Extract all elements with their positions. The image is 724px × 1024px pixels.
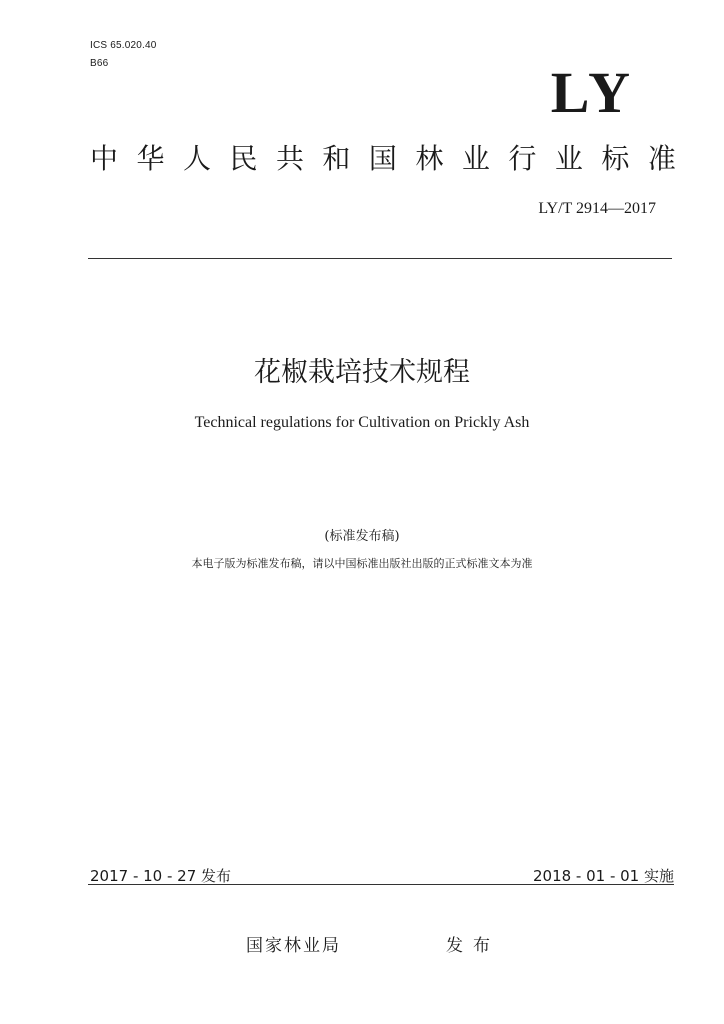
standard-number: LY/T 2914—2017 xyxy=(538,200,656,217)
ccs-code: B66 xyxy=(90,58,109,69)
title-english: Technical regulations for Cultivation on Prickly Ash xyxy=(194,414,530,431)
standard-type-char: 业 xyxy=(461,142,490,175)
header-divider xyxy=(88,258,672,259)
implementation-date: 2018 - 01 - 01 实施 xyxy=(532,867,674,885)
standard-type-char: 共 xyxy=(275,142,304,175)
standard-type-char: 标 xyxy=(601,142,630,175)
standard-type-char: 中 xyxy=(90,142,119,175)
standard-type-char: 业 xyxy=(554,142,583,175)
standard-type-heading xyxy=(90,142,676,176)
footer-divider xyxy=(88,884,674,885)
standard-type-char: 行 xyxy=(508,142,537,175)
standard-type-char: 民 xyxy=(229,142,258,175)
issuer: 国家林业局 xyxy=(246,936,341,956)
issue-date: 2017 - 10 - 27 发布 xyxy=(90,867,232,885)
ly-logo: LY xyxy=(550,60,634,125)
publish-label: 发布 xyxy=(446,936,500,956)
standard-type-char: 林 xyxy=(415,142,444,175)
standard-type-char: 和 xyxy=(322,142,351,175)
standard-type-char: 华 xyxy=(136,142,165,175)
standard-type-char: 准 xyxy=(647,142,676,175)
draft-status: (标准发布稿) xyxy=(324,529,400,544)
draft-note: 本电子版为标准发布稿，请以中国标准出版社出版的正式标准文本为准 xyxy=(191,557,533,570)
standard-type-char: 人 xyxy=(182,142,211,175)
ics-code: ICS 65.020.40 xyxy=(90,40,157,51)
title-chinese: 花椒栽培技术规程 xyxy=(254,357,470,388)
standard-type-char: 国 xyxy=(368,142,397,175)
